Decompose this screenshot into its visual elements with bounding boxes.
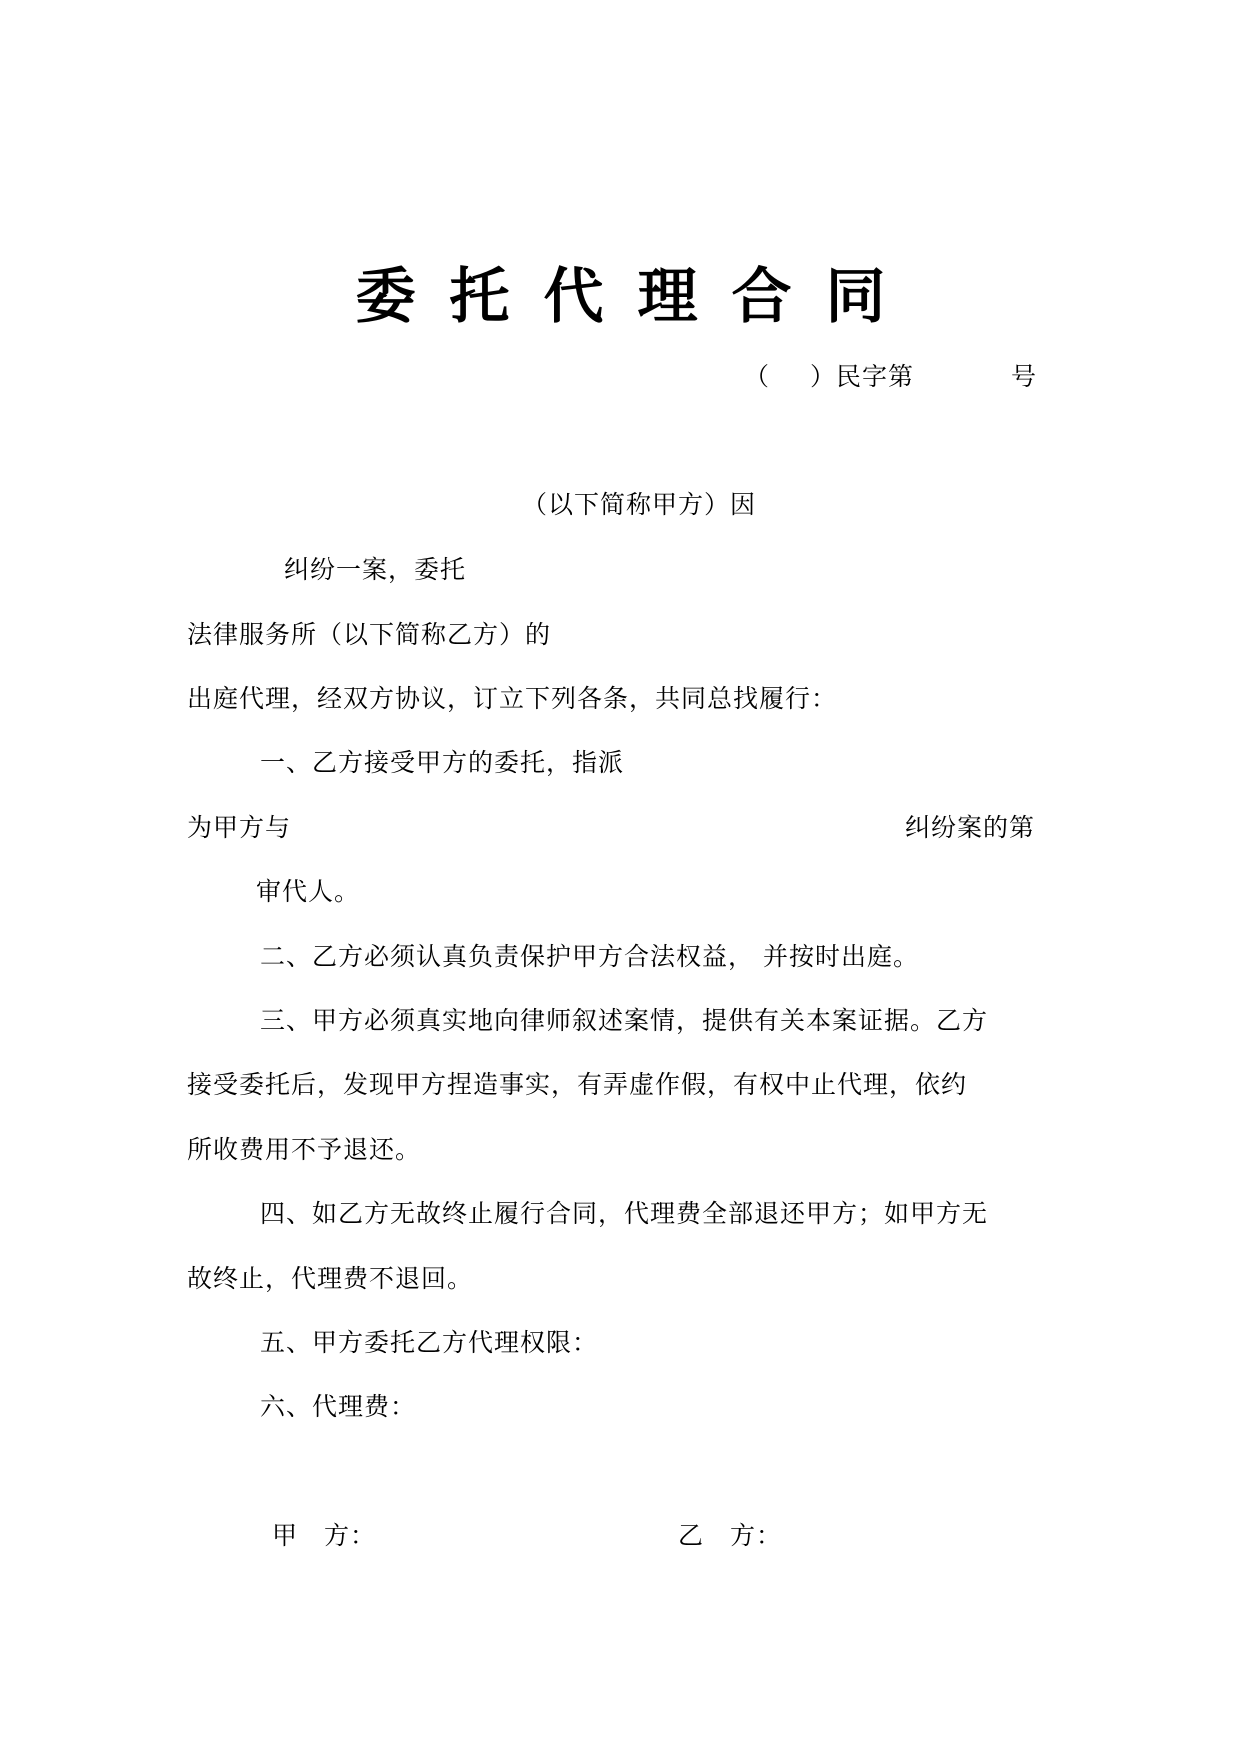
dispute-line: 纠纷一案，委托	[284, 555, 467, 584]
clause-4-line-2: 故终止，代理费不退回。	[187, 1264, 474, 1293]
clause-2: 二、乙方必须认真负责保护甲方合法权益， 并按时出庭。	[260, 942, 919, 971]
clause-3-line-1: 三、甲方必须真实地向律师叙述案情，提供有关本案证据。乙方	[260, 1006, 989, 1035]
clause-1-line-2-left: 为甲方与	[187, 813, 292, 842]
clause-1-line-2-right: 纠纷案的第	[905, 813, 1036, 842]
clause-3-line-2: 接受委托后，发现甲方捏造事实，有弄虚作假，有权中止代理，依约	[187, 1070, 968, 1099]
document-title: 委托代理合同	[355, 262, 920, 332]
clause-3-line-3: 所收费用不予退还。	[187, 1135, 422, 1164]
party-a-signature-label: 甲 方：	[272, 1521, 377, 1550]
clause-1-line-1: 一、乙方接受甲方的委托，指派	[260, 748, 625, 777]
clause-1-line-3: 审代人。	[256, 877, 361, 906]
law-firm-line: 法律服务所（以下简称乙方）的	[187, 620, 552, 649]
case-number-prefix: （	[744, 362, 771, 391]
party-b-signature-label: 乙 方：	[678, 1521, 783, 1550]
clause-6: 六、代理费：	[260, 1392, 417, 1421]
case-number-middle: ）民字第	[810, 362, 915, 391]
case-number-suffix: 号	[1011, 362, 1038, 391]
trial-agency-line: 出庭代理，经双方协议，订立下列各条，共同总找履行：	[187, 684, 838, 713]
party-a-intro-line: （以下简称甲方）因	[522, 490, 757, 519]
clause-5: 五、甲方委托乙方代理权限：	[260, 1328, 599, 1357]
clause-4-line-1: 四、如乙方无故终止履行合同，代理费全部退还甲方；如甲方无	[260, 1199, 989, 1228]
